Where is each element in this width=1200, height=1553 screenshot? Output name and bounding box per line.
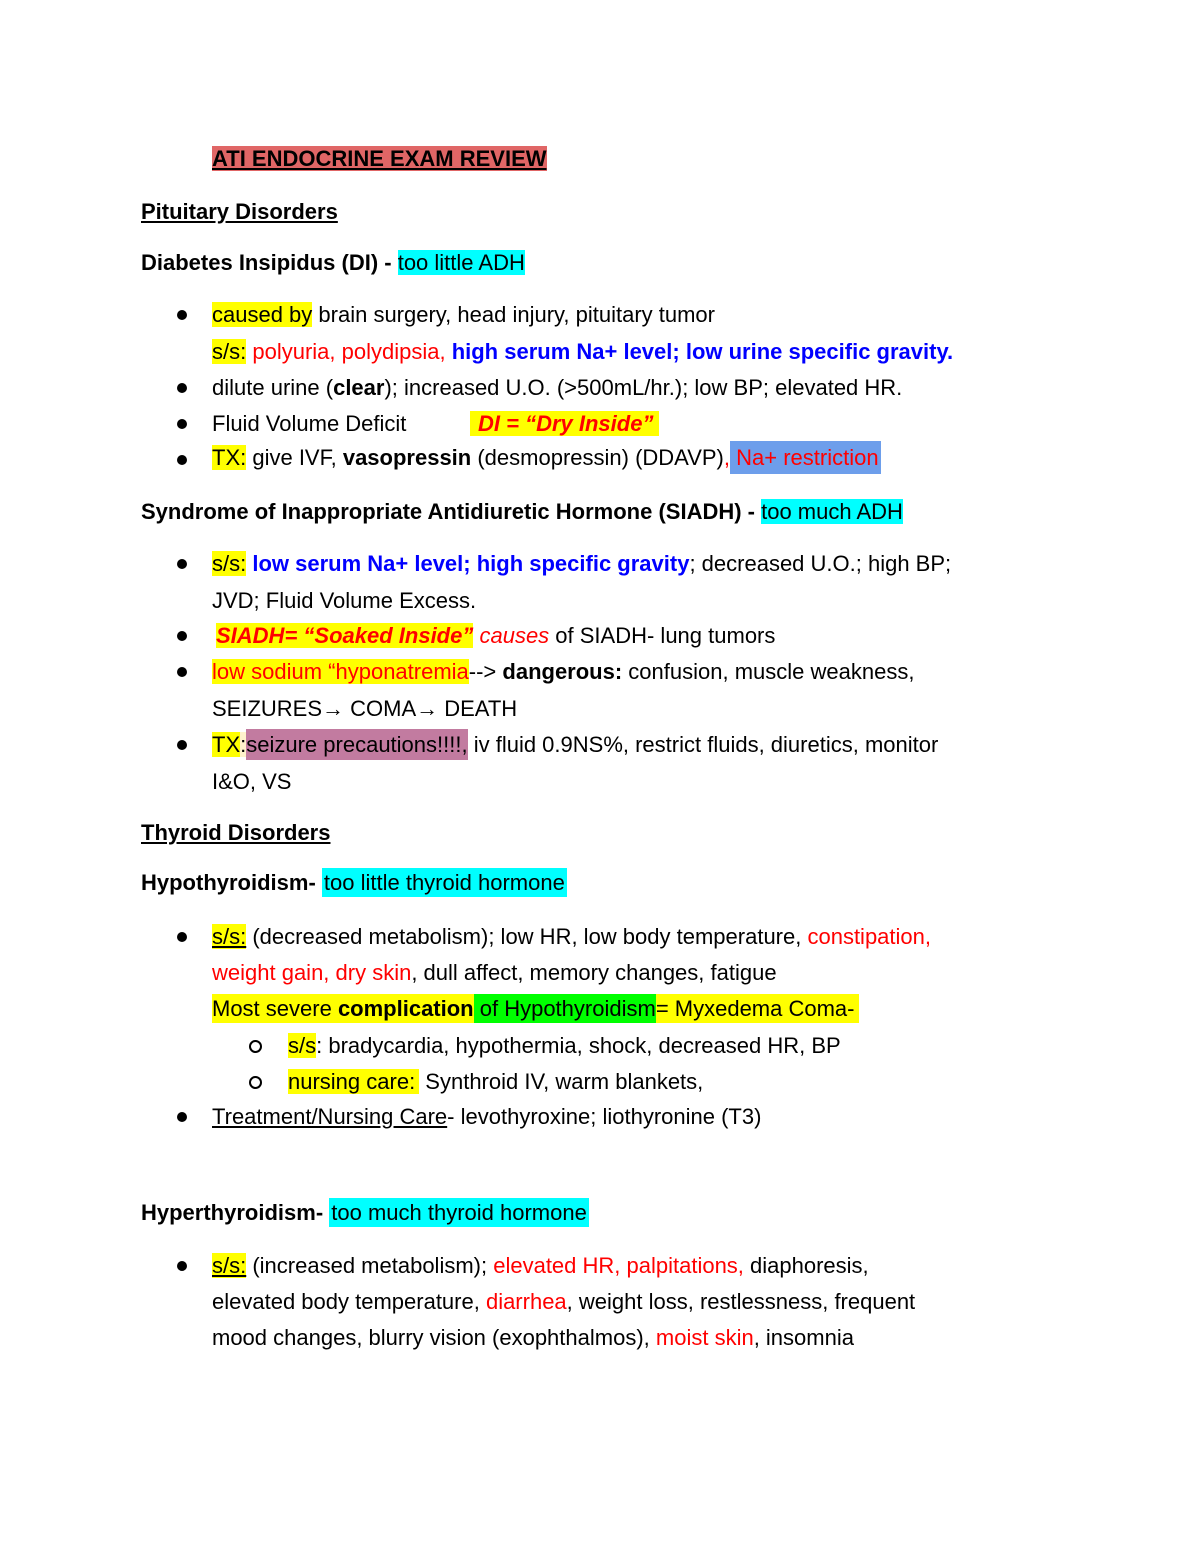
- di-signs-label: s/s:: [212, 339, 247, 364]
- hypo-sub-signs-rest: : bradycardia, hypothermia, shock, decreased HR, BP: [316, 1033, 841, 1058]
- bullet-icon: [177, 740, 187, 750]
- hypo-comp-bold: complication: [337, 996, 474, 1021]
- circle-bullet-icon: [249, 1076, 262, 1089]
- bullet-icon: [177, 1112, 187, 1122]
- hyper-l3-b: , insomnia: [753, 1325, 854, 1350]
- hypo-bullet-signs: [212, 922, 931, 952]
- hypo-treatment-rest: - levothyroxine; liothyronine (T3): [447, 1104, 762, 1129]
- di-name: Diabetes Insipidus (DI) -: [141, 250, 398, 275]
- bullet-icon: [177, 559, 187, 569]
- di-fvd-text: Fluid Volume Deficit: [212, 411, 407, 436]
- hypo-signs-rest: (decreased metabolism); low HR, low body temperature,: [246, 924, 808, 949]
- bullet-icon: [177, 932, 187, 942]
- hypo-desc: too little thyroid hormone: [323, 870, 565, 895]
- di-heading: [141, 248, 525, 278]
- di-bullet-urine: [212, 373, 902, 403]
- di-mnemonic: DI = “Dry Inside”: [470, 411, 659, 436]
- siadh-name: Syndrome of Inappropriate Antidiuretic Hormone (SIADH) -: [141, 499, 762, 524]
- hyper-name: Hyperthyroidism-: [141, 1200, 330, 1225]
- siadh-desc: too much ADH: [761, 499, 903, 524]
- hypo-treatment: [212, 1102, 761, 1132]
- siadh-dangerous: dangerous:: [496, 659, 623, 684]
- siadh-mnemonic: SIADH= “Soaked Inside”: [216, 623, 474, 648]
- siadh-tx-cont: I&O, VS: [212, 769, 292, 794]
- hyper-heading: [141, 1198, 589, 1228]
- siadh-bullet-signs: [212, 549, 951, 579]
- di-causes-text: brain surgery, head injury, pituitary tumor: [312, 302, 715, 327]
- hyper-signs-line2: [212, 1287, 915, 1317]
- document-title: ATI ENDOCRINE EXAM REVIEW: [212, 146, 547, 171]
- siadh-tx-colon: :: [240, 732, 247, 757]
- di-tx-text-a: give IVF,: [246, 445, 343, 470]
- hyper-l3-a: mood changes, blurry vision (exophthalmos),: [212, 1325, 656, 1350]
- hyper-l2-a: elevated body temperature,: [212, 1289, 486, 1314]
- di-bullet-tx: [212, 443, 881, 473]
- bullet-icon: [177, 631, 187, 641]
- pituitary-heading: Pituitary Disorders: [141, 199, 338, 224]
- di-causes-label: caused by: [212, 302, 313, 327]
- siadh-heading: [141, 497, 903, 527]
- hypo-nursing-label: nursing care:: [288, 1069, 419, 1094]
- di-tx-comma: ,: [723, 445, 731, 470]
- hypo-treatment-label: Treatment/Nursing Care: [212, 1104, 448, 1129]
- bullet-icon: [177, 455, 187, 465]
- hyper-desc: too much thyroid hormone: [331, 1200, 587, 1225]
- di-urine-clear: clear: [333, 375, 385, 400]
- di-signs-line: [212, 337, 953, 367]
- di-tx-na-restriction: Na+ restriction: [730, 441, 881, 474]
- hypo-comp-b: = Myxedema Coma-: [656, 994, 859, 1023]
- siadh-causes-rest: of SIADH- lung tumors: [549, 623, 776, 648]
- hyper-signs-line3: [212, 1323, 854, 1353]
- hyper-moist-skin: moist skin: [655, 1325, 754, 1350]
- hypo-comp-a: Most severe: [212, 996, 338, 1021]
- siadh-seizure-precautions: seizure precautions!!!!,: [246, 729, 467, 760]
- document-title-line: [212, 144, 547, 174]
- siadh-tx-rest: iv fluid 0.9NS%, restrict fluids, diuretics, monitor: [467, 732, 939, 757]
- siadh-sodium-cont: SEIZURES→ COMA→ DEATH: [212, 696, 518, 721]
- bullet-icon: [177, 667, 187, 677]
- siadh-bullet-tx: [212, 730, 938, 760]
- bullet-icon: [177, 419, 187, 429]
- hypo-constipation: constipation,: [807, 924, 931, 949]
- hyper-signs-red: elevated HR, palpitations,: [493, 1253, 744, 1278]
- siadh-bullet-mnemonic: [216, 621, 775, 651]
- siadh-signs-cont: JVD; Fluid Volume Excess.: [212, 588, 477, 613]
- hyper-signs-end: diaphoresis,: [743, 1253, 869, 1278]
- hypo-complication: [212, 994, 859, 1024]
- siadh-tx-label: TX: [212, 732, 241, 757]
- siadh-arrow: -->: [468, 659, 497, 684]
- hypo-sub-signs-label: s/s: [288, 1033, 317, 1058]
- hypo-signs-cont-rest: , dull affect, memory changes, fatigue: [411, 960, 777, 985]
- hypo-sub-signs: [288, 1031, 841, 1061]
- hypo-nursing-rest: Synthroid IV, warm blankets,: [419, 1069, 704, 1094]
- siadh-hyponatremia: low sodium “hyponatremia: [212, 659, 469, 684]
- hypo-sub-nursing: [288, 1067, 703, 1097]
- siadh-signs-blue: low serum Na+ level; high specific gravity: [246, 551, 690, 576]
- circle-bullet-icon: [249, 1040, 262, 1053]
- di-signs-red: polyuria, polydipsia,: [246, 339, 446, 364]
- hyper-diarrhea: diarrhea: [485, 1289, 567, 1314]
- siadh-sodium-rest: confusion, muscle weakness,: [622, 659, 915, 684]
- di-bullet-fvd: [212, 409, 406, 439]
- di-signs-blue: high serum Na+ level; low urine specific gravity.: [445, 339, 954, 364]
- siadh-signs-label: s/s:: [212, 551, 247, 576]
- hyper-signs-rest: (increased metabolism);: [246, 1253, 494, 1278]
- siadh-bullet-sodium: [212, 657, 914, 687]
- bullet-icon: [177, 383, 187, 393]
- di-mnemonic-line: [470, 409, 659, 439]
- hypo-heading: [141, 868, 567, 898]
- di-desc: too little ADH: [397, 250, 525, 275]
- di-tx-text-b: (desmopressin) (DDAVP): [471, 445, 724, 470]
- hypo-name: Hypothyroidism-: [141, 870, 322, 895]
- hypo-signs-cont: [212, 958, 777, 988]
- hyper-l2-b: , weight loss, restlessness, frequent: [566, 1289, 916, 1314]
- bullet-icon: [177, 1261, 187, 1271]
- hypo-signs-label: s/s:: [212, 924, 247, 949]
- thyroid-heading: Thyroid Disorders: [141, 820, 331, 845]
- hyper-signs-label: s/s:: [212, 1253, 247, 1278]
- di-bullet-causes: [212, 300, 715, 330]
- siadh-signs-rest: ; decreased U.O.; high BP;: [689, 551, 952, 576]
- hyper-bullet-signs: [212, 1251, 869, 1281]
- bullet-icon: [177, 310, 187, 320]
- hypo-weight-dry: weight gain, dry skin: [212, 960, 412, 985]
- di-tx-label: TX:: [212, 445, 247, 470]
- di-urine-text-b: ); increased U.O. (>500mL/hr.); low BP; elevated HR.: [384, 375, 903, 400]
- di-urine-text-a: dilute urine (: [212, 375, 334, 400]
- hypo-comp-green: of Hypothyroidism: [473, 996, 656, 1021]
- di-tx-vasopressin: vasopressin: [342, 445, 472, 470]
- siadh-causes: causes: [473, 623, 550, 648]
